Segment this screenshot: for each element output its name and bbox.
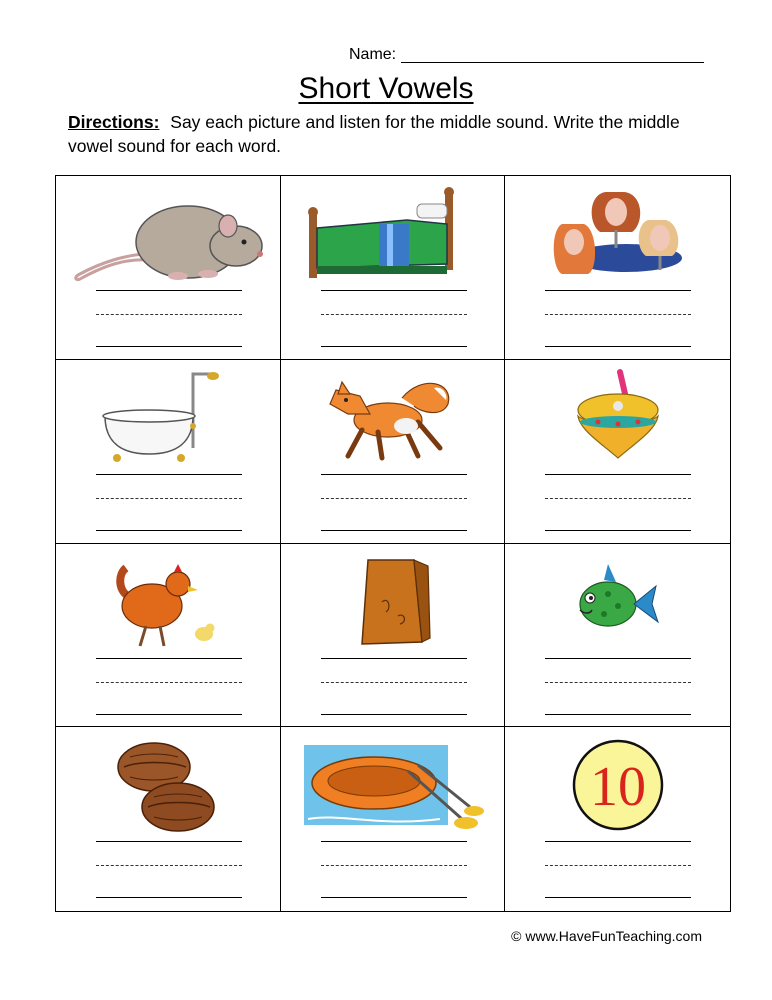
wigs-icon: [548, 184, 688, 284]
answer-line-bottom[interactable]: [545, 530, 691, 531]
name-label: Name:: [349, 46, 397, 63]
answer-line-middle[interactable]: [96, 865, 242, 866]
answer-line-bottom[interactable]: [321, 346, 467, 347]
answer-line-middle[interactable]: [96, 314, 242, 315]
name-field: [349, 44, 709, 68]
answer-line-bottom[interactable]: [545, 897, 691, 898]
rat-icon: [68, 184, 268, 284]
answer-line-top[interactable]: [96, 841, 242, 842]
answer-line-bottom[interactable]: [321, 714, 467, 715]
picture-cell-hen: [56, 544, 281, 728]
answer-line-bottom[interactable]: [321, 530, 467, 531]
answer-line-top[interactable]: [321, 474, 467, 475]
picture-cell-fox: [281, 360, 506, 544]
answer-line-top[interactable]: [545, 658, 691, 659]
nuts-icon: [108, 733, 228, 837]
answer-line-middle[interactable]: [96, 682, 242, 683]
picture-cell-bed: [281, 176, 506, 360]
picture-cell-bathtub: [56, 360, 281, 544]
answer-line-top[interactable]: [96, 658, 242, 659]
number-ten-icon: [568, 735, 668, 835]
answer-line-middle[interactable]: [545, 314, 691, 315]
fish-icon: [568, 552, 668, 652]
picture-cell-rat: [56, 176, 281, 360]
answer-line-bottom[interactable]: [96, 897, 242, 898]
picture-cell-wigs: [505, 176, 730, 360]
answer-line-middle[interactable]: [321, 865, 467, 866]
directions: [68, 110, 708, 158]
directions-label: Directions:: [68, 112, 160, 132]
picture-cell-nuts: [56, 727, 281, 911]
paper-bag-icon: [342, 552, 442, 652]
answer-line-top[interactable]: [545, 841, 691, 842]
answer-line-bottom[interactable]: [321, 897, 467, 898]
answer-line-top[interactable]: [545, 290, 691, 291]
answer-line-middle[interactable]: [545, 498, 691, 499]
answer-line-bottom[interactable]: [96, 530, 242, 531]
worksheet-title: Short Vowels: [298, 72, 474, 105]
picture-cell-bag: [281, 544, 506, 728]
hen-icon: [108, 550, 228, 654]
answer-line-top[interactable]: [321, 841, 467, 842]
bathtub-icon: [93, 368, 243, 468]
picture-cell-ten: [505, 727, 730, 911]
answer-line-middle[interactable]: [545, 682, 691, 683]
spinning-top-icon: [558, 368, 678, 468]
answer-line-middle[interactable]: [321, 498, 467, 499]
answer-line-top[interactable]: [321, 290, 467, 291]
answer-line-bottom[interactable]: [545, 346, 691, 347]
answer-line-top[interactable]: [545, 474, 691, 475]
answer-line-bottom[interactable]: [96, 346, 242, 347]
answer-line-middle[interactable]: [545, 865, 691, 866]
answer-line-middle[interactable]: [96, 498, 242, 499]
answer-line-middle[interactable]: [321, 314, 467, 315]
answer-line-top[interactable]: [96, 290, 242, 291]
picture-cell-fish: [505, 544, 730, 728]
answer-line-top[interactable]: [96, 474, 242, 475]
picture-cell-raft: [281, 727, 506, 911]
raft-icon: [300, 735, 484, 835]
picture-grid: [55, 175, 731, 912]
answer-line-bottom[interactable]: [545, 714, 691, 715]
answer-line-bottom[interactable]: [96, 714, 242, 715]
name-line[interactable]: [401, 62, 704, 63]
directions-text: Say each picture and listen for the middle sound. Write the middle vowel sound for each word.: [68, 112, 680, 156]
answer-line-middle[interactable]: [321, 682, 467, 683]
picture-cell-top: [505, 360, 730, 544]
bed-icon: [297, 184, 487, 284]
fox-icon: [322, 368, 462, 468]
answer-line-top[interactable]: [321, 658, 467, 659]
number-ten-label: 10: [589, 756, 646, 819]
copyright-footer: © www.HaveFunTeaching.com: [511, 928, 702, 944]
